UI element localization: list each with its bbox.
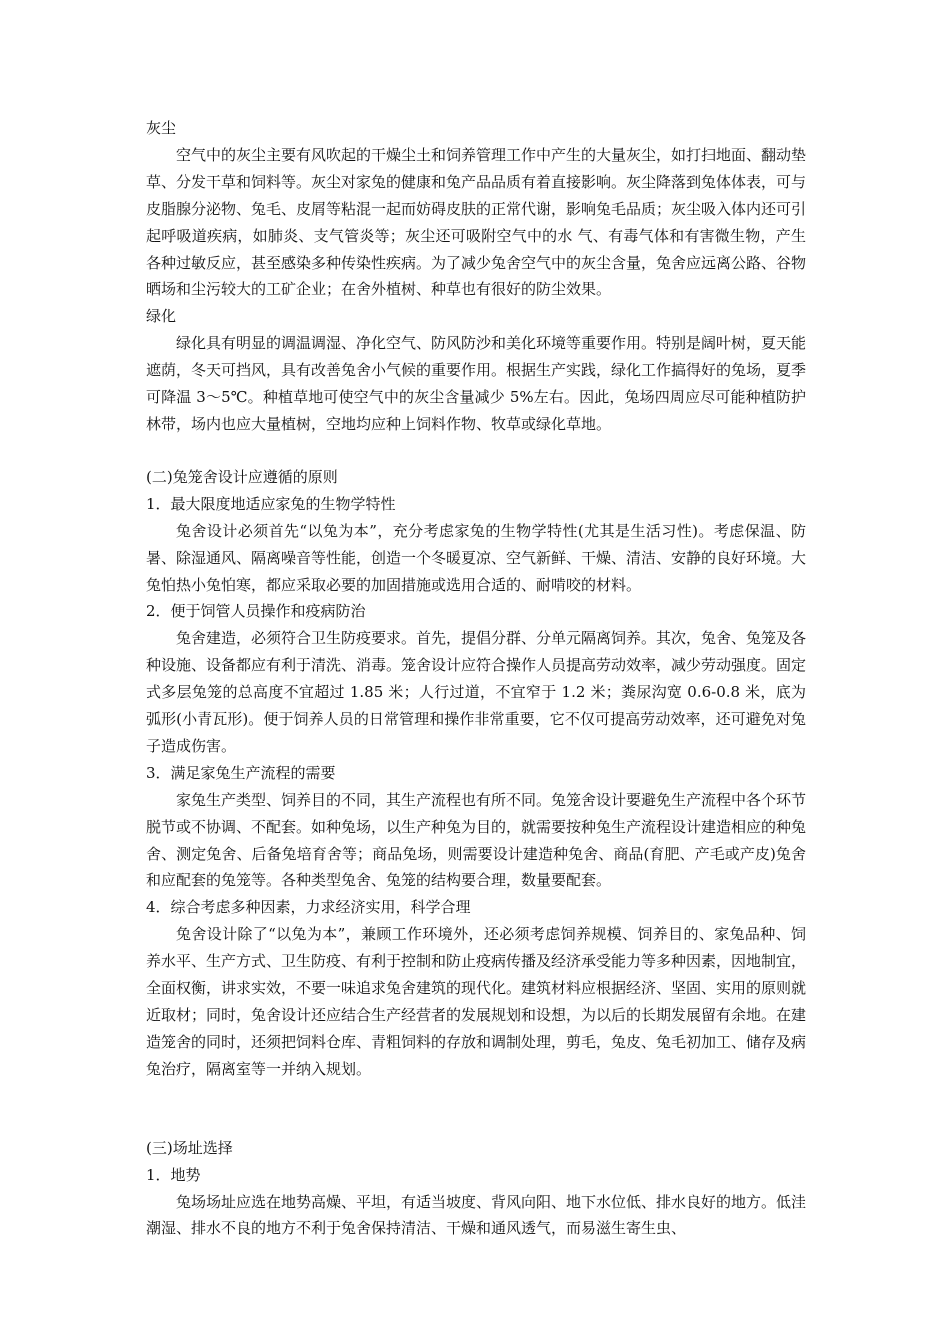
spacer bbox=[146, 438, 806, 464]
paragraph-economy: 兔舍设计除了“以兔为本”，兼顾工作环境外，还必须考虑饲养规模、饲养目的、家兔品种、饲养水平、生产方式、卫生防疫、有利于控制和防止疫病传播及经济承受能力等多种因素，因地制宜，全面权衡，讲求实效，不要一味追求兔舍建筑的现代化。建筑材料应根据经济、坚固、实用的原则就近取材；同时，兔舍设计还应结合生产经营者的发展规划和设想，为以后的长期发展留有余地。在建造笼舍的同时，还须把饲料仓库、青粗饲料的存放和调制处理，剪毛，兔皮、兔毛初加工、储存及病兔治疗，隔离室等一并纳入规划。 bbox=[146, 925, 807, 1078]
section-heading-site-selection: (三)场址选择 bbox=[146, 1138, 233, 1157]
paragraph-terrain: 兔场场址应选在地势高燥、平坦，有适当坡度、背风向阳、地下水位低、排水良好的地方。低洼潮湿、排水不良的地方不利于兔舍保持清洁、干燥和通风透气，而易滋生寄生虫、 bbox=[146, 1192, 807, 1238]
paragraph-greening: 绿化具有明显的调温调湿、净化空气、防风防沙和美化环境等重要作用。特别是阔叶树，夏天能遮荫，冬天可挡风，具有改善兔舍小气候的重要作用。根据生产实践，绿化工作搞得好的兔场，夏季可降温 3～5℃。种植草地可使空气中的灰尘含量减少 5%左右。因此，兔场四周应尽可能种植防护林带，场内也应大量植树，空地均应种上饲料作物、牧草或绿化草地。 bbox=[146, 334, 807, 433]
paragraph-production-flow: 家兔生产类型、饲养目的不同，其生产流程也有所不同。兔笼舍设计要避免生产流程中各个环节脱节或不协调、不配套。如种兔场，以生产种兔为目的，就需要按种兔生产流程设计建造相应的种兔舍、测定兔舍、后备兔培育舍等；商品兔场，则需要设计建造种兔舍、商品(育肥、产毛或产皮)兔舍和应配套的兔笼等。各种类型兔舍、兔笼的结构要合理，数量要配套。 bbox=[146, 790, 807, 890]
heading-dust: 灰尘 bbox=[146, 119, 177, 137]
heading-greening: 绿化 bbox=[146, 307, 177, 326]
paragraph-biology: 兔舍设计必须首先“以兔为本”，充分考虑家兔的生物学特性(尤其是生活习性)。考虑保温、防暑、除湿通风、隔离噪音等性能，创造一个冬暖夏凉、空气新鲜、干燥、清洁、安静的良好环境。大兔怕热小兔怕寒，都应采取必要的加固措施或选用合适的、耐啃咬的材料。 bbox=[146, 521, 807, 594]
document-page bbox=[146, 115, 806, 1242]
subheading-biology: 1．最大限度地适应家兔的生物学特性 bbox=[146, 494, 396, 513]
paragraph-dust: 空气中的灰尘主要有风吹起的干燥尘土和饲养管理工作中产生的大量灰尘，如打扫地面、翻动垫草、分发干草和饲料等。灰尘对家兔的健康和兔产品品质有着直接影响。灰尘降落到兔体体表，可与皮脂腺分泌物、兔毛、皮屑等粘混一起而妨碍皮肤的正常代谢，影响兔毛品质；灰尘吸入体内还可引起呼吸道疾病，如肺炎、支气管炎等；灰尘还可吸附空气中的水 气、有毒气体和有害微生物，产生各种过敏反应，甚至感染多种传染性疾病。为了减少兔舍空气中的灰尘含量，兔舍应远离公路、谷物晒场和尘污较大的工矿企业；在舍外植树、种草也有很好的防尘效果。 bbox=[146, 145, 807, 299]
subheading-economy: 4．综合考虑多种因素，力求经济实用，科学合理 bbox=[146, 898, 471, 917]
section-heading-design-principles: (二)兔笼舍设计应遵循的原则 bbox=[146, 467, 338, 486]
subheading-terrain: 1．地势 bbox=[146, 1165, 201, 1184]
subheading-production-flow: 3．满足家兔生产流程的需要 bbox=[146, 763, 336, 782]
paragraph-operation: 兔舍建造，必须符合卫生防疫要求。首先，提倡分群、分单元隔离饲养。其次，兔舍、兔笼及各种设施、设备都应有利于清洗、消毒。笼舍设计应符合操作人员提高劳动效率，减少劳动强度。固定式多层兔笼的总高度不宜超过 1.85 米；人行过道，不宜窄于 1.2 米；粪尿沟宽 0.6-0.8 米，底为弧形(小青瓦形)。便于饲养人员的日常管理和操作非常重要，它不仅可提高劳动效率，还可避免对兔子造成伤害。 bbox=[146, 629, 807, 755]
subheading-operation: 2．便于饲管人员操作和疫病防治 bbox=[146, 602, 366, 621]
spacer bbox=[146, 1083, 806, 1135]
